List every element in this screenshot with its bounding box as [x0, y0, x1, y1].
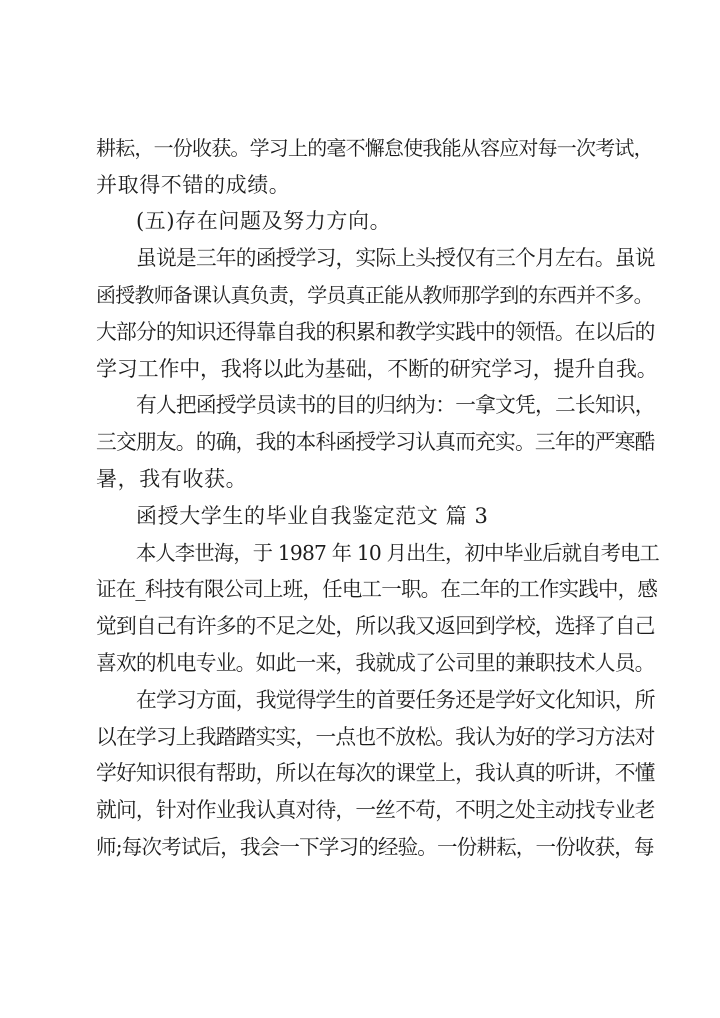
text-line: 师;每次考试后，我会一下学习的经验。一份耕耘，一份收获，每 [96, 835, 654, 859]
text-line: 喜欢的机电专业。如此一来，我就成了公司里的兼职技术人员。 [96, 651, 655, 675]
paragraph-first-line: 有人把函授学员读书的目的归纳为：一拿文凭，二长知识， [136, 393, 655, 417]
text-line: 函授教师备课认真负责，学员真正能从教师那学到的东西并不多。 [96, 283, 653, 307]
text-line: 觉到自己有许多的不足之处，所以我又返回到学校，选择了自己 [96, 614, 655, 638]
text-line: 三交朋友。的确，我的本科函授学习认真而充实。三年的严寒酷 [96, 430, 655, 454]
text-line: 学好知识很有帮助，所以在每次的课堂上，我认真的听讲，不懂 [96, 761, 655, 785]
text-line: 耕耘，一份收获。学习上的毫不懈怠使我能从容应对每一次考试， [96, 136, 653, 160]
text-line: 就问，针对作业我认真对待，一丝不苟，不明之处主动找专业老 [96, 798, 655, 822]
paragraph-first-line: 虽说是三年的函授学习，实际上头授仅有三个月左右。虽说 [136, 246, 655, 270]
paragraph-first-line: 在学习方面，我觉得学生的首要任务还是学好文化知识，所 [136, 688, 655, 712]
text-line: 大部分的知识还得靠自我的积累和教学实践中的领悟。在以后的 [96, 320, 655, 344]
text-line: 暑，我有收获。 [96, 467, 248, 491]
paragraph-first-line: 本人李世海，于 1987 年 10 月出生，初中毕业后就自考电工 [136, 541, 659, 565]
text-line: 以在学习上我踏踏实实，一点也不放松。我认为好的学习方法对 [96, 725, 655, 749]
text-line: 并取得不错的成绩。 [96, 173, 291, 197]
text-line: 证在_科技有限公司上班，任电工一职。在二年的工作实践中，感 [96, 577, 658, 601]
section-heading: (五)存在问题及努力方向。 [136, 209, 392, 233]
article-title: 函授大学生的毕业自我鉴定范文 篇 3 [136, 504, 489, 528]
text-line: 学习工作中，我将以此为基础，不断的研究学习，提升自我。 [96, 357, 658, 381]
